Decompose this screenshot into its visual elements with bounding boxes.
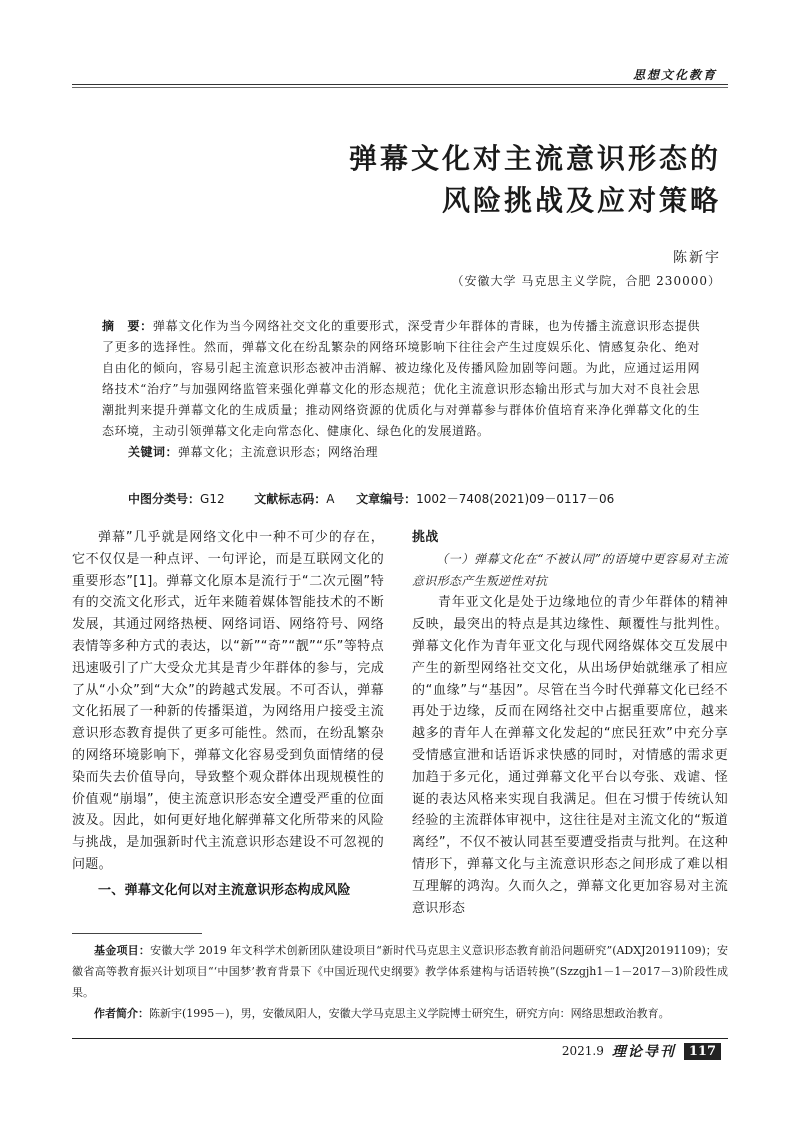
fund-text: 安徽大学 2019 年文科学术创新团队建设项目“新时代马克思主义意识形态教育前沿问题研究”(ADXJ20191109)；安徽省高等教育振兴计划项目“‘中国梦’教育背景下《中国近现代史纲要》教学体系建构与话语转换”(Szzgjh1－1－2017－3)阶段性成果。: [72, 944, 728, 999]
author-bio-text: 陈新宇(1995－)，男，安徽凤阳人，安徽大学马克思主义学院博士研究生，研究方向：网络思想政治教育。: [149, 1007, 670, 1020]
clc-value: G12: [200, 492, 225, 506]
body-column-left: [72, 527, 384, 902]
author-bio-label: 作者简介：: [94, 1007, 149, 1020]
keywords-text: 弹幕文化；主流意识形态；网络治理: [178, 445, 379, 459]
fund-label: 基金项目：: [94, 944, 151, 957]
section-1-heading-continued: 挑战: [412, 530, 439, 545]
footnotes: [72, 940, 728, 1024]
article-no-label: 文章编号：: [356, 492, 417, 506]
abstract-text: 弹幕文化作为当今网络社交文化的重要形式，深受青少年群体的青睐，也为传播主流意识形态提供了更多的选择性。然而，弹幕文化在纷乱繁杂的网络环境影响下往往会产生过度娱乐化、情感复杂化、绝对自由化的倾向，容易引起主流意识形态被冲击消解、被边缘化及传播风险加剧等问题。为此，应通过运用网络技术“治疗”与加强网络监管来强化弹幕文化的形态规范；优化主流意识形态输出形式与加大对不良社会思潮批判来提升弹幕文化的生成质量；推动网络资源的优质化与对弹幕参与群体价值培育来净化弹幕文化的生态环境，主动引领弹幕文化走向常态化、健康化、绿色化的发展道路。: [102, 319, 700, 438]
header-rule: [72, 84, 728, 85]
doc-code-value: A: [326, 492, 335, 506]
abstract: [102, 316, 700, 463]
footnote-rule: [72, 933, 202, 934]
title-line-1: 弹幕文化对主流意识形态的: [348, 142, 721, 175]
section-1-heading: 一、弹幕文化何以对主流意识形态构成风险: [98, 882, 351, 898]
clc-label: 中图分类号：: [128, 492, 201, 506]
classification-line: [128, 490, 614, 507]
footer-rule: [72, 1038, 728, 1039]
keywords-label: 关键词：: [128, 445, 179, 459]
article-title: [221, 138, 721, 222]
author-name: 陈新宇: [673, 250, 721, 266]
subsection-1-heading: （一）弹幕文化在“不被认同”的语境中更容易对主流意识形态产生叛逆性对抗: [412, 551, 728, 588]
doc-code-label: 文献标志码：: [254, 492, 327, 506]
intro-paragraph: 弹幕”几乎就是网络文化中一种不可少的存在，它不仅仅是一种点评、一句评论，而是互联网文化的重要形态”[1]。弹幕文化原本是流行于“二次元圈”特有的交流文化形式，近年来随着媒体智能技术的不断发展，其通过网络热梗、网络词语、网络符号、网络表情等多种方式的表达，以“新”“奇”“靓”“乐”等特点迅速吸引了广大受众尤其是青少年群体的参与，完成了从“小众”到“大众”的跨越式发展。不可否认，弹幕文化拓展了一种新的传播渠道，为网络用户接受主流意识形态教育提供了更多可能性。然而，在纷乱繁杂的网络环境影响下，弹幕文化容易受到负面情绪的侵染而失去价值导向，导致整个观众群体出现规模性的价值观“崩塌”，使主流意识形态安全遭受严重的位面波及。因此，如何更好地化解弹幕文化所带来的风险与挑战，是加强新时代主流意识形态建设不可忽视的问题。: [72, 530, 384, 872]
body-column-right: [412, 527, 728, 919]
page-number: 117: [684, 1043, 721, 1060]
title-line-2: 风险挑战及应对策略: [441, 184, 721, 217]
journal-name: 理论导刊: [611, 1044, 676, 1060]
header-rule-thin: [72, 87, 728, 88]
issue-date: 2021.9: [561, 1044, 604, 1058]
article-no-value: 1002－7408(2021)09－0117－06: [416, 492, 615, 506]
abstract-label: 摘 要：: [102, 319, 153, 333]
page-footer: [562, 1041, 721, 1061]
author-affiliation: （安徽大学 马克思主义学院，合肥 230000）: [451, 274, 721, 288]
right-paragraph: 青年亚文化是处于边缘地位的青少年群体的精神反映，最突出的特点是其边缘性、颠覆性与批判性。弹幕文化作为青年亚文化与现代网络媒体交互发展中产生的新型网络社交文化，从出场伊始就继承了相应的“血缘”与“基因”。尽管在当今时代弹幕文化已经不再处于边缘，反而在网络社交中占据重要席位，越来越多的青年人在弹幕文化发起的“庶民狂欢”中充分享受情感宣泄和话语诉求快感的同时，对情感的需求更加趋于多元化，通过弹幕文化平台以夸张、戏谑、怪诞的表达风格来实现自我满足。但在习惯于传统认知经验的主流群体审视中，这往往是对主流文化的“叛道离经”，不仅不被认同甚至要遭受指责与批判。在这种情形下，弹幕文化与主流意识形态之间形成了难以相互理解的鸿沟。久而久之，弹幕文化更加容易对主流意识形态: [412, 595, 728, 916]
section-header: 思想文化教育: [633, 68, 718, 82]
